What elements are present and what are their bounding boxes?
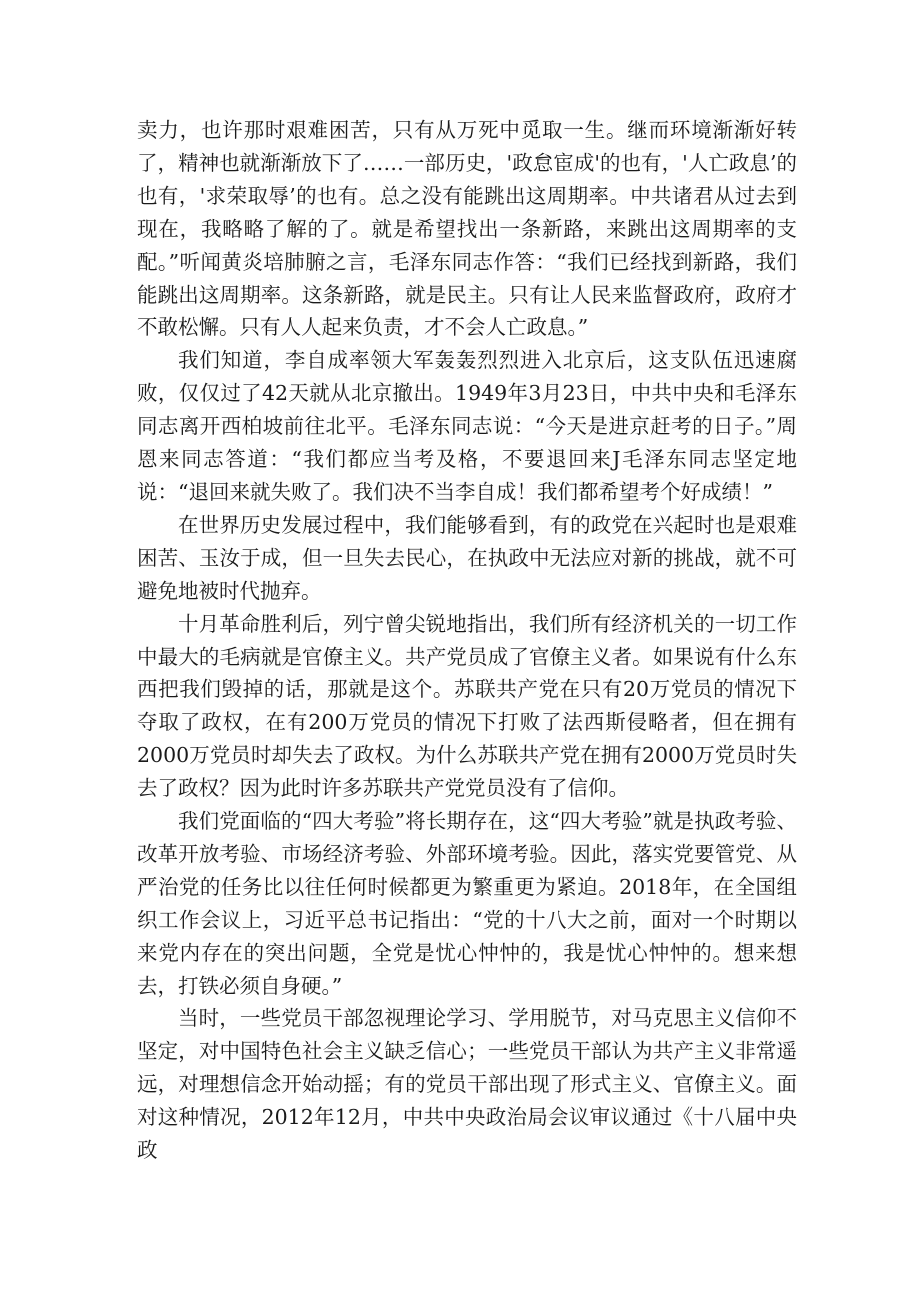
document-body [137, 114, 797, 1167]
paragraph: 我们党面临的“四大考验”将长期存在，这“四大考验”就是执政考验、改革开放考验、市场经济考验、外部环境考验。因此，落实党要管党、从严治党的任务比以往任何时候都更为繁重更为紧迫。2018年，在全国组织工作会议上，习近平总书记指出：“党的十八大之前，面对一个时期以来党内存在的突出问题，全党是忧心忡忡的，我是忧心忡忡的。想来想去，打铁必须自身硬。” [137, 809, 797, 998]
paragraph: 卖力，也许那时艰难困苦，只有从万死中觅取一生。继而环境渐渐好转了，精神也就渐渐放下了……一部历史，'政怠宦成'的也有，'人亡政息’的也有，'求荣取辱’的也有。总之没有能跳出这周期率。中共诸君从过去到现在，我略略了解的了。就是希望找出一条新路，来跳出这周期率的支配。”听闻黄炎培肺腑之言，毛泽东同志作答：“我们已经找到新路，我们能跳出这周期率。这条新路，就是民主。只有让人民来监督政府，政府才不敢松懈。只有人人起来负责，才不会人亡政息。” [137, 118, 797, 340]
paragraph: 当时，一些党员干部忽视理论学习、学用脱节，对马克思主义信仰不坚定，对中国特色社会主义缺乏信心；一些党员干部认为共产主义非常遥远，对理想信念开始动摇；有的党员干部出现了形式主义、官僚主义。面对这种情况，2012年12月，中共中央政治局会议审议通过《十八届中央政 [137, 1006, 797, 1163]
paragraph: 我们知道，李自成率领大军轰轰烈烈进入北京后，这支队伍迅速腐败，仅仅过了42天就从北京撤出。1949年3月23日，中共中央和毛泽东同志离开西柏坡前往北平。毛泽东同志说：“今天是进京赶考的日子。”周恩来同志答道：“我们都应当考及格，不要退回来J毛泽东同志坚定地说：“退回来就失败了。我们决不当李自成！我们都希望考个好成绩！” [137, 348, 797, 504]
paragraph: 十月革命胜利后，列宁曾尖锐地指出，我们所有经济机关的一切工作中最大的毛病就是官僚主义。共产党员成了官僚主义者。如果说有什么东西把我们毁掉的话，那就是这个。苏联共产党在只有20万党员的情况下夺取了政权，在有200万党员的情况下打败了法西斯侵略者，但在拥有2000万党员时却失去了政权。为什么苏联共产党在拥有2000万党员时失去了政权？因为此时许多苏联共产党党员没有了信仰。 [137, 611, 797, 801]
paragraph: 在世界历史发展过程中，我们能够看到，有的政党在兴起时也是艰难困苦、玉汝于成，但一旦失去民心，在执政中无法应对新的挑战，就不可避免地被时代抛弃。 [137, 512, 797, 603]
